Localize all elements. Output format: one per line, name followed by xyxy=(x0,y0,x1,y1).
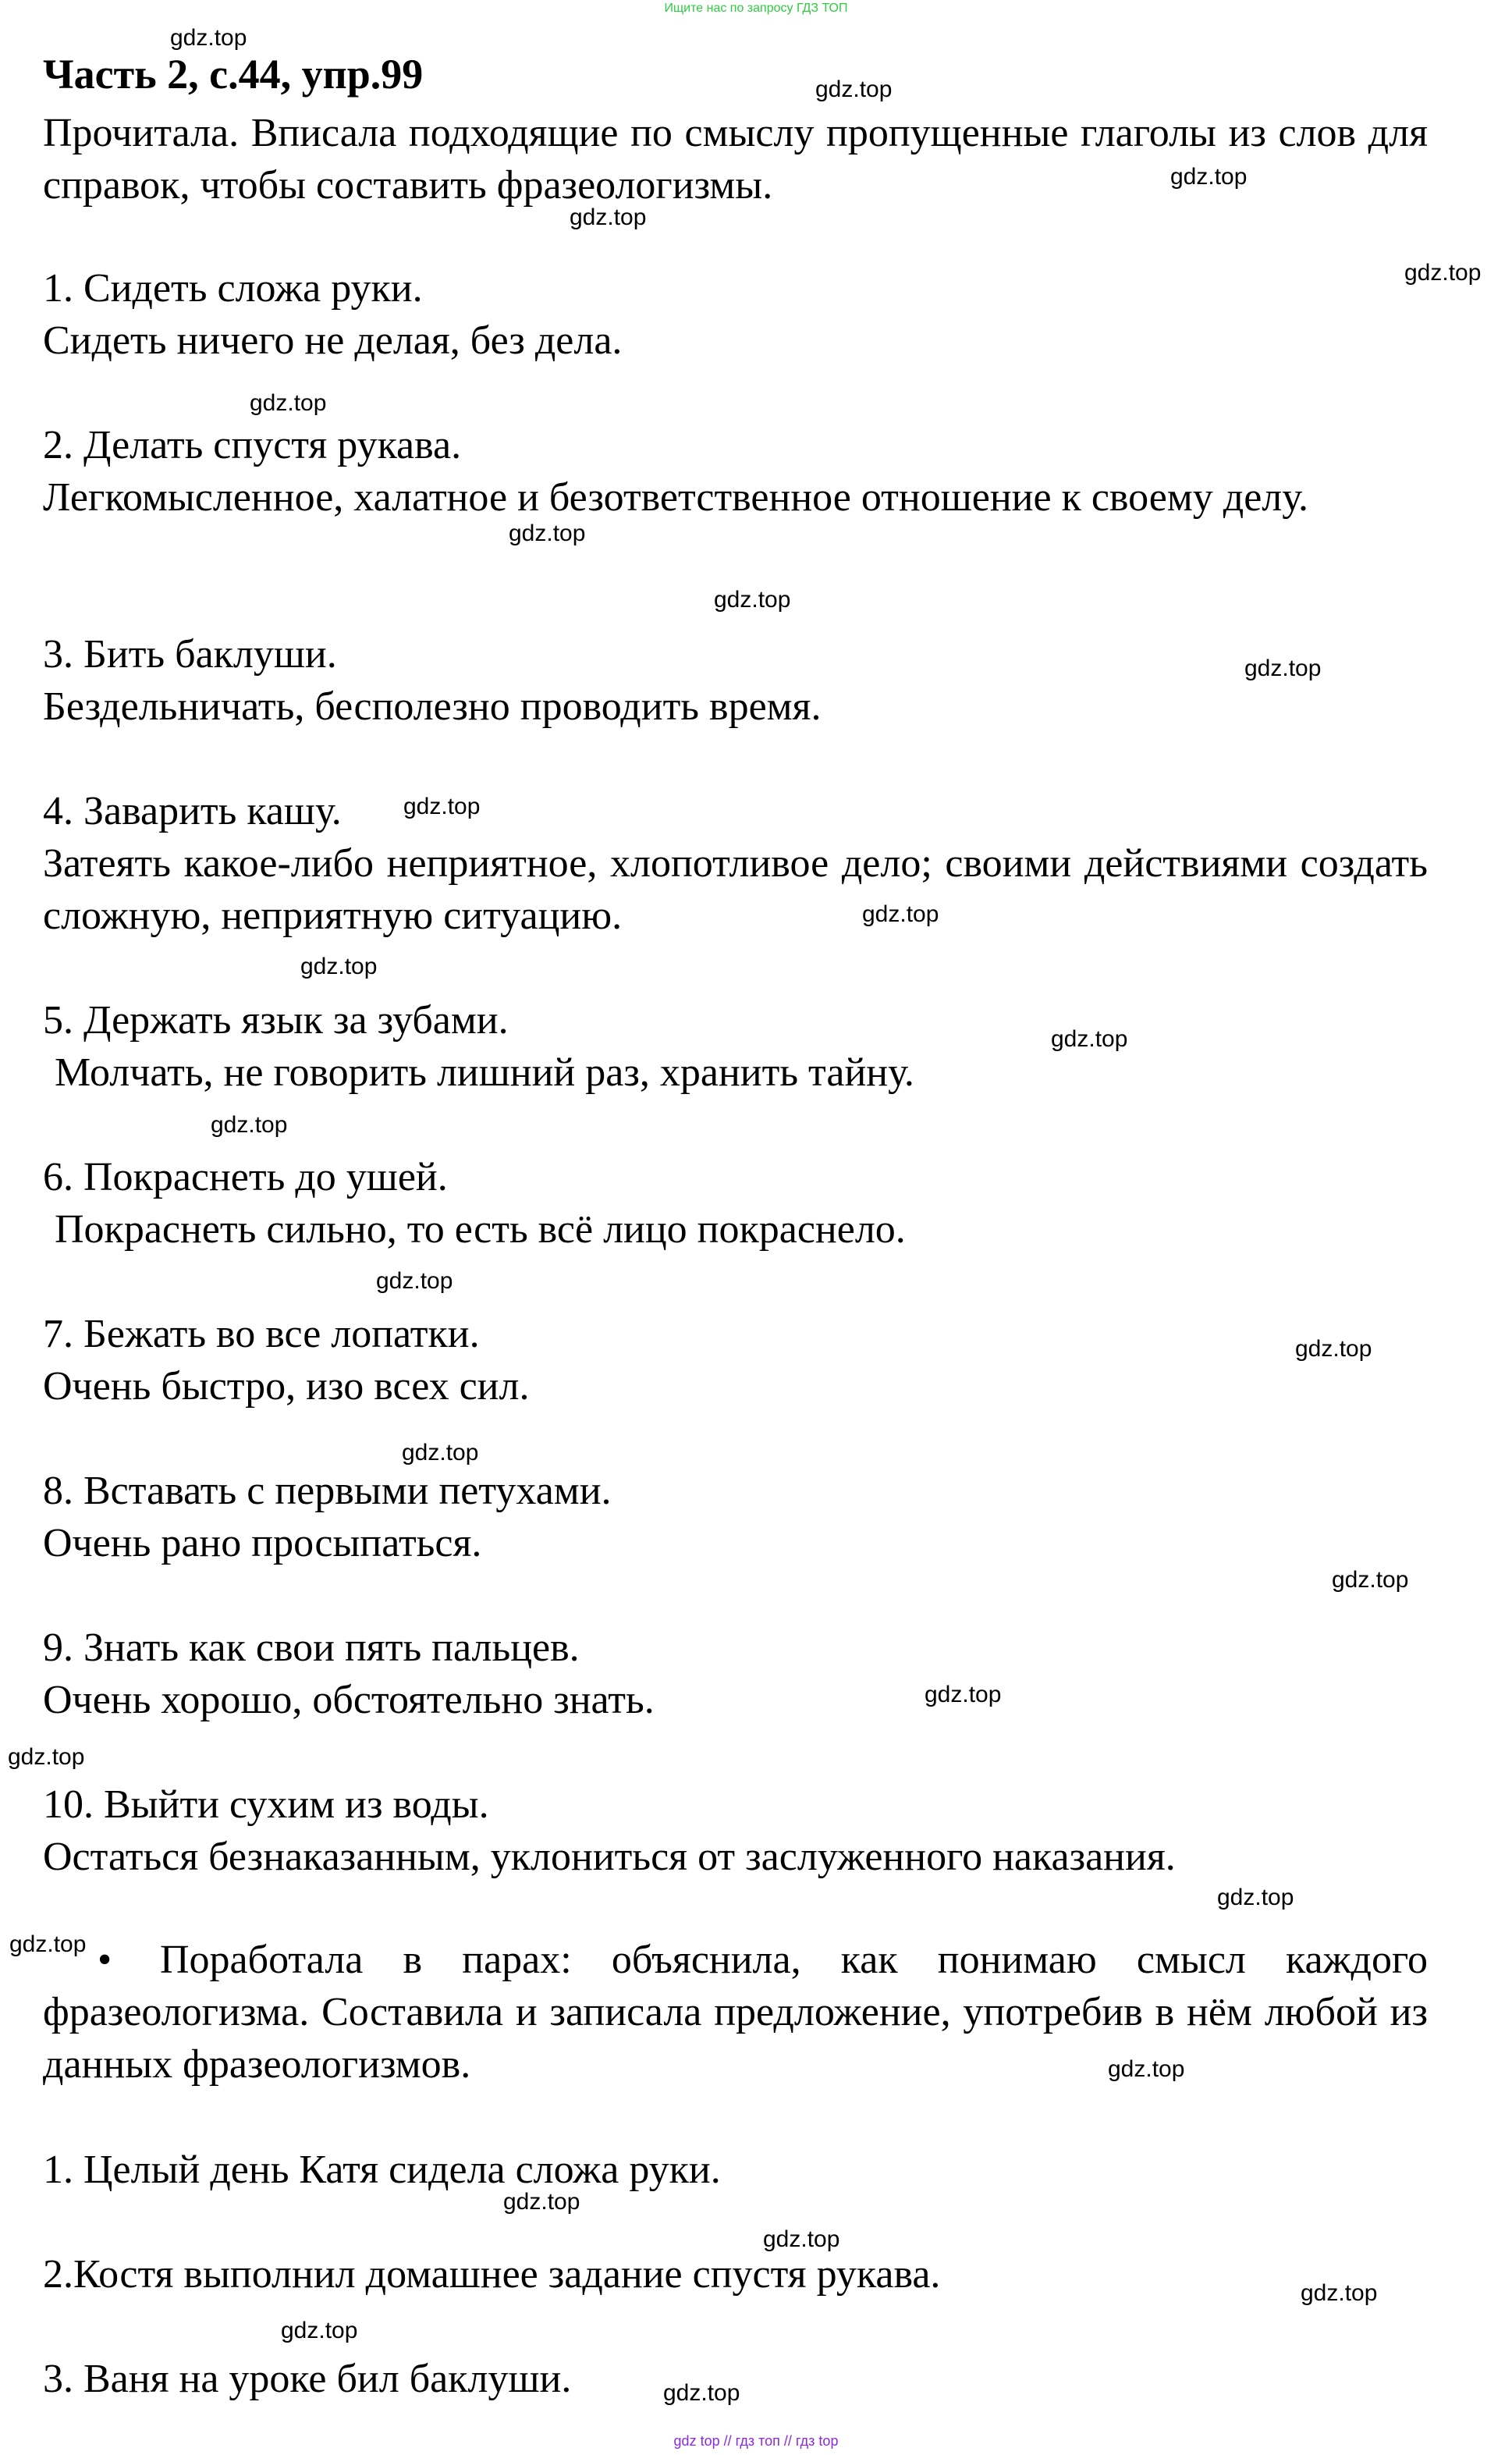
watermark: gdz.top xyxy=(509,520,586,546)
item-5-meaning: Молчать, не говорить лишний раз, хранить тайну. xyxy=(55,1050,914,1095)
item-3-phrase: 3. Бить баклуши. xyxy=(43,632,337,677)
watermark: gdz.top xyxy=(250,390,327,416)
watermark: gdz.top xyxy=(1301,2280,1378,2306)
watermark: gdz.top xyxy=(1295,1336,1372,1362)
item-6-phrase: 6. Покраснеть до ушей. xyxy=(43,1155,448,1199)
watermark: gdz.top xyxy=(402,1440,479,1466)
item-8-meaning: Очень рано просыпаться. xyxy=(43,1521,482,1565)
watermark: gdz.top xyxy=(170,25,247,51)
watermark: gdz.top xyxy=(8,1744,85,1770)
bullet-icon: • xyxy=(98,1938,112,1982)
watermark: gdz.top xyxy=(862,901,939,927)
task-text: Поработала в парах: объяснила, как понимаю смысл каждого фразеологизма. Составила и записала предложение, употребив в нём любой из данных фразеологизмов. xyxy=(43,1938,1428,2087)
watermark: gdz.top xyxy=(663,2380,740,2406)
sentence-1: 1. Целый день Катя сидела сложа руки. xyxy=(43,2148,721,2192)
watermark: gdz.top xyxy=(403,794,481,819)
item-7-phrase: 7. Бежать во все лопатки. xyxy=(43,1312,480,1356)
item-8-phrase: 8. Вставать с первыми петухами. xyxy=(43,1469,612,1513)
watermark: gdz.top xyxy=(1051,1026,1128,1052)
item-2-meaning: Легкомысленное, халатное и безответственное отношение к своему делу. xyxy=(43,475,1309,520)
watermark: gdz.top xyxy=(714,587,791,613)
watermark: gdz.top xyxy=(503,2189,580,2215)
watermark: gdz.top xyxy=(300,954,378,979)
watermark: gdz.top xyxy=(281,2318,358,2343)
item-5-phrase: 5. Держать язык за зубами. xyxy=(43,998,509,1043)
watermark: gdz.top xyxy=(815,76,893,102)
item-2-phrase: 2. Делать спустя рукава. xyxy=(43,423,462,467)
footer-links: gdz top // гдз топ // гдз top xyxy=(673,2433,839,2449)
item-4-meaning: Затеять какое-либо неприятное, хлопотливое дело; своими действиями создать сложную, неприятную ситуацию. xyxy=(43,841,1428,938)
page-title: Часть 2, с.44, упр.99 xyxy=(43,51,424,98)
item-10-phrase: 10. Выйти сухим из воды. xyxy=(43,1782,489,1827)
watermark: gdz.top xyxy=(925,1682,1002,1707)
item-3-meaning: Бездельничать, бесполезно проводить время. xyxy=(43,684,822,729)
item-4-phrase: 4. Заварить кашу. xyxy=(43,789,342,833)
watermark: gdz.top xyxy=(570,204,647,230)
item-9-phrase: 9. Знать как свои пять пальцев. xyxy=(43,1625,580,1670)
watermark: gdz.top xyxy=(376,1268,453,1294)
watermark: gdz.top xyxy=(1332,1567,1409,1593)
watermark: gdz.top xyxy=(1108,2056,1185,2082)
watermark: gdz.top xyxy=(1404,260,1482,286)
intro-text: Прочитала. Вписала подходящие по смыслу пропущенные глаголы из слов для справок, чтобы составить фразеологизмы. xyxy=(43,111,1428,208)
item-10-meaning: Остаться безнаказанным, уклониться от заслуженного наказания. xyxy=(43,1835,1176,1879)
watermark: gdz.top xyxy=(1170,164,1248,190)
top-banner: Ищите нас по запросу ГДЗ ТОП xyxy=(664,2,848,15)
watermark: gdz.top xyxy=(211,1112,288,1138)
item-6-meaning: Покраснеть сильно, то есть всё лицо покраснело. xyxy=(55,1207,906,1252)
item-7-meaning: Очень быстро, изо всех сил. xyxy=(43,1364,530,1409)
watermark: gdz.top xyxy=(763,2226,840,2252)
watermark: gdz.top xyxy=(1217,1885,1294,1910)
item-1-meaning: Сидеть ничего не делая, без дела. xyxy=(43,318,623,363)
watermark: gdz.top xyxy=(9,1931,87,1957)
watermark: gdz.top xyxy=(1244,655,1322,681)
sentence-3: 3. Ваня на уроке бил баклуши. xyxy=(43,2357,572,2401)
sentence-2: 2.Костя выполнил домашнее задание спустя рукава. xyxy=(43,2252,941,2297)
item-1-phrase: 1. Сидеть сложа руки. xyxy=(43,266,423,311)
item-9-meaning: Очень хорошо, обстоятельно знать. xyxy=(43,1678,655,1722)
